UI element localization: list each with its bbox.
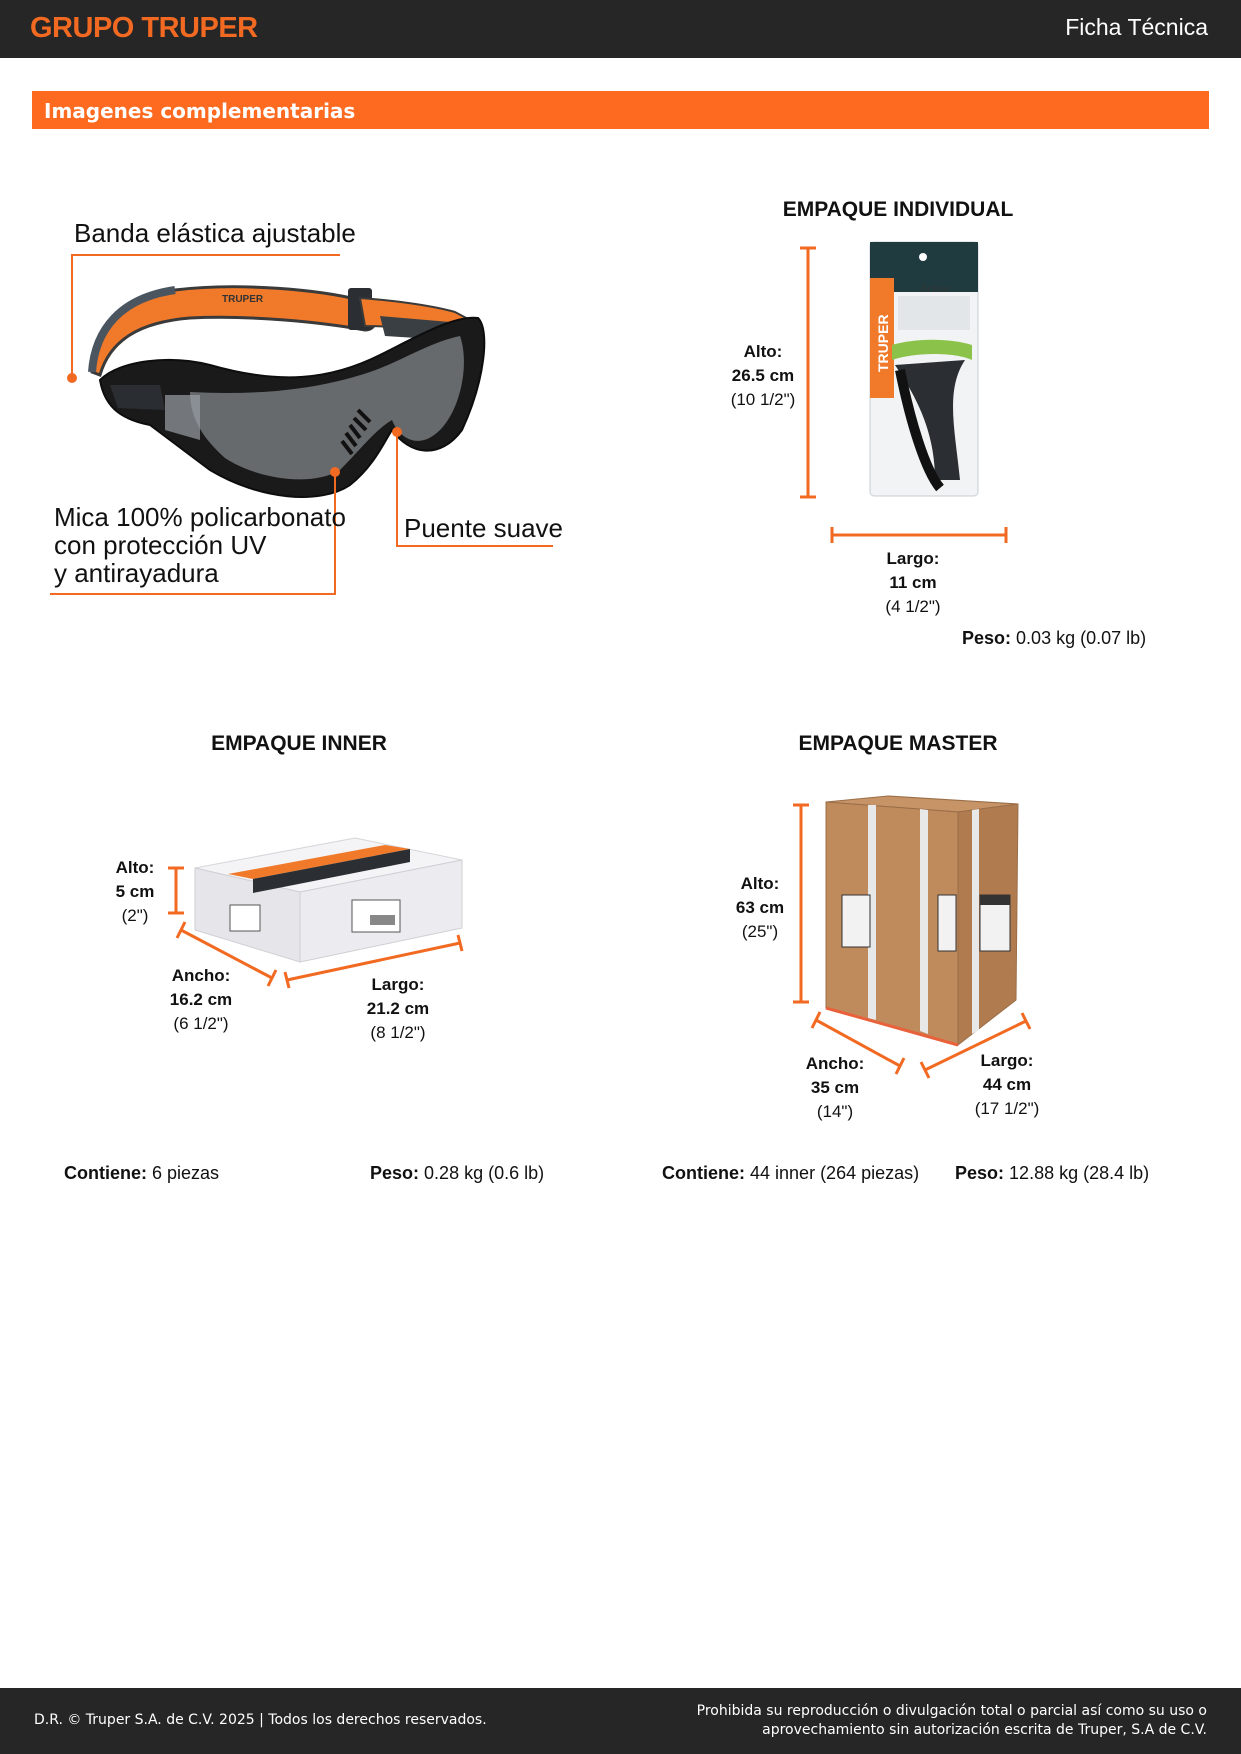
callout-lens-line-2: con protección UV — [54, 530, 267, 560]
master-peso: Peso: 12.88 kg (28.4 lb) — [955, 1163, 1150, 1183]
footer-disclaimer — [697, 1702, 1207, 1740]
strap-brand-text: TRUPER — [222, 294, 264, 305]
section-title: Imagenes complementarias — [44, 99, 356, 123]
master-title: EMPAQUE MASTER — [798, 732, 998, 755]
individual-alto: Alto: 26.5 cm (10 1/2") — [730, 342, 796, 409]
master-alto: Alto: 63 cm (25") — [735, 874, 785, 941]
callout-lens-line-1: Mica 100% policarbonato — [54, 502, 346, 532]
inner-contiene: Contiene: 6 piezas — [64, 1163, 220, 1183]
inner-title: EMPAQUE INNER — [211, 732, 387, 755]
individual-title: EMPAQUE INDIVIDUAL — [782, 198, 1014, 221]
individual-peso: Peso: 0.03 kg (0.07 lb) — [962, 628, 1147, 648]
document-title: Ficha Técnica — [1065, 14, 1208, 40]
master-ancho: Ancho: 35 cm (14") — [805, 1054, 865, 1121]
inner-largo: Largo: 21.2 cm (8 1/2") — [366, 975, 430, 1042]
footer-bar — [0, 1688, 1241, 1754]
grupo-truper-logo: GRUPO TRUPER — [30, 12, 258, 44]
inner-peso: Peso: 0.28 kg (0.6 lb) — [370, 1163, 545, 1183]
pack-brand-text: TRUPER — [875, 314, 891, 372]
inner-ancho: Ancho: 16.2 cm (6 1/2") — [169, 966, 233, 1033]
footer-disclaimer-line-1: Prohibida su reproducción o divulgación total o parcial así como su uso o — [696, 1703, 1207, 1719]
master-contiene: Contiene: 44 inner (264 piezas) — [662, 1163, 920, 1183]
individual-largo: Largo: 11 cm (4 1/2") — [885, 549, 941, 616]
footer-copyright: D.R. © Truper S.A. de C.V. 2025 | Todos los derechos reservados. — [34, 1712, 487, 1728]
inner-alto: Alto: 5 cm (2") — [115, 858, 155, 925]
callout-band: Banda elástica ajustable — [74, 218, 356, 248]
master-largo: Largo: 44 cm (17 1/2") — [974, 1051, 1040, 1118]
callout-bridge: Puente suave — [404, 513, 564, 543]
callout-lens-line-3: y antirayadura — [54, 558, 219, 588]
footer-disclaimer-line-2: aprovechamiento sin autorización escrita de Truper, S.A de C.V. — [762, 1722, 1207, 1738]
pack-line-text: Active — [920, 281, 950, 295]
